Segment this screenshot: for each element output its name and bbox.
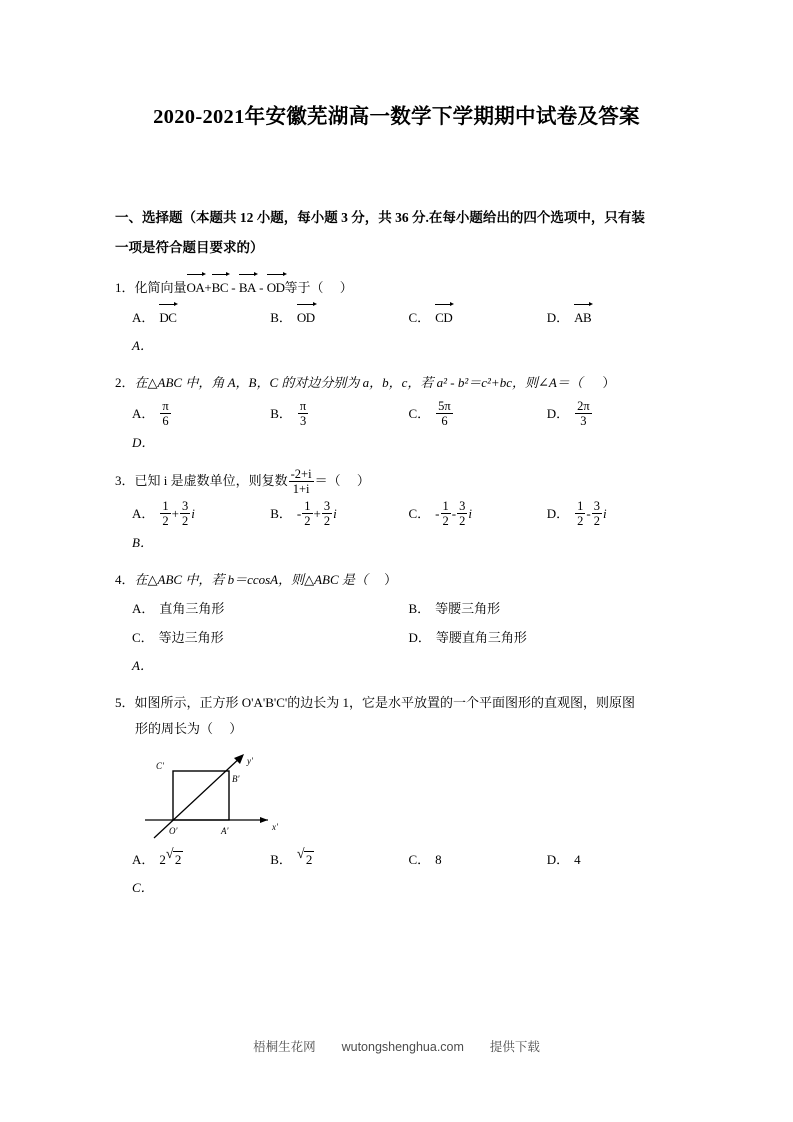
option-2-d[interactable]: D． $\frac{2\pi}{3}$ [546, 399, 590, 428]
question-2-stem-close: ） [602, 375, 616, 390]
question-5-stem-text2: 形的周长为（ [135, 721, 214, 736]
question-5-stem-close: ） [229, 721, 243, 736]
question-4-options-row1 [115, 596, 685, 622]
option-1-b[interactable]: B． OD [270, 304, 408, 331]
question-4-stem-text: 在△ABC 中，若 b＝ccosA，则△ABC 是（ [134, 572, 368, 587]
op-minus-2: - [259, 280, 264, 295]
sign-c-2: - [451, 505, 457, 521]
question-1-stem [115, 274, 685, 301]
question-3 [115, 467, 685, 556]
fraction-2pi-3: $\frac{2\pi}{3}$ [577, 399, 590, 428]
question-3-stem-suffix: ＝（ [314, 473, 341, 489]
option-3-b[interactable]: B． - $\frac{1}{2}$ + $\frac{3}{2}$ i [270, 499, 337, 528]
fraction-c-1: $\frac{1}{2}$ [442, 499, 449, 528]
question-2-stem [115, 370, 685, 396]
question-5 [115, 690, 685, 901]
option-5-a[interactable]: A． 2 √ 2 [132, 847, 270, 873]
option-2-c[interactable]: C． $\frac{5\pi}{6}$ [408, 399, 451, 428]
footer-site-name: 梧桐生花网 [253, 1040, 316, 1054]
sqrt-a: √ 2 [165, 847, 182, 867]
question-4-stem [115, 567, 685, 593]
sign-b-2: + [313, 505, 321, 521]
sign-d-2: - [586, 505, 591, 521]
question-4-options-row2 [115, 625, 685, 651]
intuitive-diagram-svg [140, 748, 300, 844]
question-5-stem-line2 [115, 716, 685, 742]
question-3-stem-prefix: 已知 i 是虚数单位，则复数 [134, 473, 288, 489]
option-1-d[interactable]: D． AB [547, 304, 685, 331]
option-4-c[interactable]: C． 等边三角形 [132, 630, 224, 645]
vector-od-opt: OD [297, 304, 315, 331]
question-2 [115, 370, 685, 456]
fraction-d-1: $\frac{1}{2}$ [577, 499, 584, 528]
sqrt-b: √ 2 [296, 847, 313, 867]
option-4-d[interactable]: D． 等腰直角三角形 [408, 630, 527, 645]
imaginary-unit-a: i [191, 505, 195, 521]
question-2-number: 2． [115, 375, 135, 390]
fraction-pi-6: $\frac{\pi}{6}$ [162, 399, 169, 428]
option-2-b[interactable]: B． $\frac{\pi}{3}$ [270, 399, 307, 428]
vector-od: OD [267, 274, 285, 301]
section-header-line1: 一、选择题（本题共 12 小题，每小题 3 分，共 36 分.在每小题给出的四个选项中，只有装 [115, 210, 645, 225]
label-c-prime: C' [156, 761, 164, 771]
question-1 [115, 274, 685, 359]
question-5-options [115, 847, 685, 873]
x-axis-arrowhead [260, 817, 268, 823]
fraction-b-2: $\frac{3}{2}$ [323, 499, 331, 528]
question-4-number: 4． [115, 572, 135, 587]
label-x-axis: x' [272, 822, 278, 832]
page-footer [0, 1037, 793, 1055]
fraction-a-1: $\frac{1}{2}$ [162, 499, 169, 528]
question-4-stem-close: ） [384, 572, 398, 587]
option-4-b[interactable]: B． 等腰三角形 [408, 601, 501, 616]
question-2-stem-text: 在△ABC 中，角 A，B，C 的对边分别为 a，b，c，若 a² - b²＝c²+bc，则∠A＝（ [134, 375, 583, 390]
question-2-answer: D． [132, 435, 155, 450]
vector-bc: BC [212, 274, 228, 301]
section-header-line2: 一项是符合题目要求的） [115, 240, 264, 255]
op-plus: + [204, 280, 212, 295]
vector-cd: CD [435, 304, 452, 331]
option-5-c[interactable]: C． 8 [408, 852, 442, 867]
option-3-c[interactable]: C． - $\frac{1}{2}$ - $\frac{3}{2}$ i [408, 499, 472, 528]
fraction-b-1: $\frac{1}{2}$ [304, 499, 311, 528]
question-1-number: 1． [115, 280, 135, 295]
section-header [115, 203, 685, 263]
option-1-c[interactable]: C． CD [409, 304, 547, 331]
vector-oa: OA [187, 274, 205, 301]
fraction-a-2: $\frac{3}{2}$ [181, 499, 189, 528]
question-5-number: 5． [115, 695, 135, 710]
question-5-answer: C． [132, 880, 154, 895]
imaginary-unit-b: i [333, 505, 337, 521]
option-5-b[interactable]: B． √ 2 [270, 847, 408, 873]
label-b-prime: B' [232, 774, 240, 784]
question-5-stem-line1 [115, 690, 685, 716]
imaginary-unit-c: i [468, 505, 472, 521]
question-3-answer: B． [132, 535, 153, 550]
option-5-d[interactable]: D． 4 [546, 852, 581, 867]
question-5-stem-text1: 如图所示，正方形 O'A'B'C'的边长为 1，它是水平放置的一个平面图形的直观图，则原图 [134, 695, 636, 710]
page-title: 2020-2021年安徽芜湖高一数学下学期期中试卷及答案 [153, 106, 640, 128]
sign-a-2: + [171, 505, 179, 521]
question-4 [115, 567, 685, 679]
fraction-c-2: $\frac{3}{2}$ [459, 499, 466, 528]
exam-content [115, 203, 685, 901]
label-o-prime: O' [169, 826, 178, 836]
fraction-pi-3: $\frac{\pi}{3}$ [299, 399, 307, 428]
fraction-d-2: $\frac{3}{2}$ [593, 499, 600, 528]
question-1-options [115, 304, 685, 331]
vector-dc: DC [159, 304, 176, 331]
vector-ab: AB [574, 304, 591, 331]
question-3-stem-close: ） [356, 473, 370, 489]
label-y-axis: y' [247, 756, 253, 766]
option-2-a[interactable]: A． $\frac{\pi}{6}$ [132, 399, 169, 428]
footer-suffix: 提供下载 [489, 1040, 540, 1054]
coefficient-a: 2 [159, 852, 166, 867]
label-a-prime: A' [221, 826, 229, 836]
vector-ba: BA [239, 274, 256, 301]
option-3-a[interactable]: A． $\frac{1}{2}$ + $\frac{3}{2}$ i [132, 499, 195, 528]
sign-c-1: - [435, 505, 440, 521]
question-1-stem-prefix: 化简向量 [134, 280, 187, 295]
question-1-stem-close: ） [339, 280, 353, 295]
op-minus-1: - [231, 280, 236, 295]
question-1-answer: A． [132, 338, 153, 353]
question-1-stem-suffix: 等于（ [284, 280, 324, 295]
question-5-figure [115, 748, 685, 844]
option-3-d[interactable]: D． $\frac{1}{2}$ - $\frac{3}{2}$ i [546, 499, 607, 528]
question-3-number: 3． [115, 473, 135, 489]
footer-url: wutongshenghua.com [341, 1040, 464, 1054]
fraction-5pi-6: $\frac{5\pi}{6}$ [438, 399, 451, 428]
question-3-stem [115, 467, 685, 496]
question-2-options [115, 399, 685, 428]
option-1-a[interactable]: A． DC [132, 304, 270, 331]
sign-b-1: - [296, 505, 302, 521]
option-4-a[interactable]: A． 直角三角形 [132, 601, 225, 616]
imaginary-unit-d: i [602, 505, 607, 521]
question-4-answer: A． [132, 658, 153, 673]
question-3-options [115, 499, 685, 528]
fraction-complex: $\frac{-2+i}{1+i}$ [290, 467, 312, 496]
